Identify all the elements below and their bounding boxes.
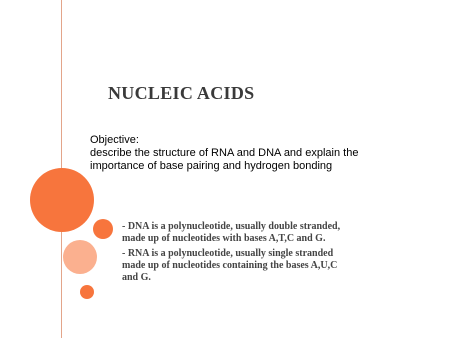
decorative-circle-small <box>80 285 94 299</box>
bullet-list <box>122 221 442 287</box>
objective-line-1: describe the structure of RNA and DNA and explain the <box>90 147 359 159</box>
bullet-rna: - RNA is a polynucleotide, usually single stranded made up of nucleotides containing the bases A,U,C and G. <box>122 248 338 283</box>
slide-title: NUCLEIC ACIDS <box>108 83 255 103</box>
decorative-circle-large <box>30 168 94 232</box>
decorative-circle-light <box>63 240 97 274</box>
decorative-circle-medium <box>93 219 113 239</box>
objective-heading: Objective: <box>90 134 139 146</box>
objective-block <box>90 134 390 173</box>
bullet-dna: - DNA is a polynucleotide, usually double stranded, made up of nucleotides with bases A,T,C and G. <box>122 221 341 244</box>
objective-line-2: importance of base pairing and hydrogen bonding <box>90 160 333 172</box>
